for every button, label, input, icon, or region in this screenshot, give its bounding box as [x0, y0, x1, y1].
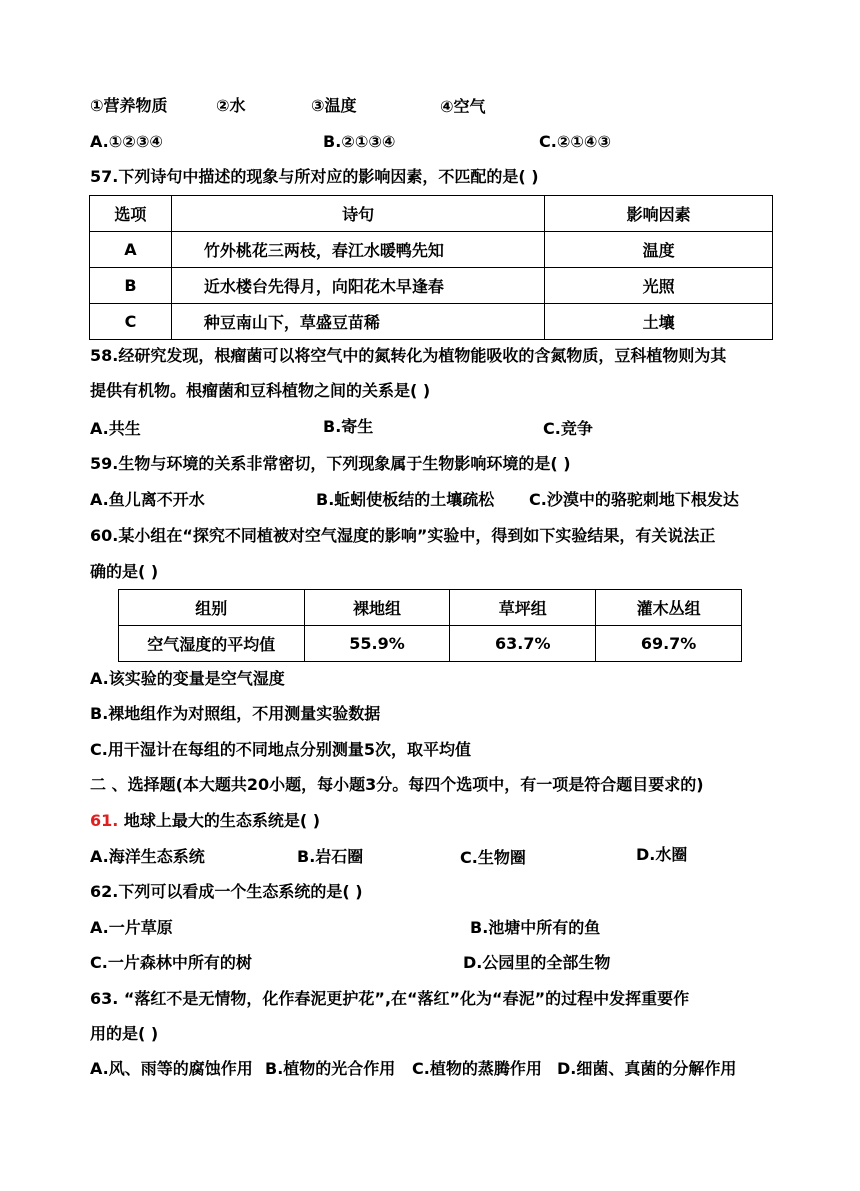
q57-table	[89, 195, 773, 340]
q62-option-c: C.一片森林中所有的树	[90, 953, 252, 972]
q56-item-2: ②水	[216, 96, 246, 115]
table-cell: 土壤	[545, 304, 773, 340]
table-cell: C	[90, 304, 172, 340]
q60-stem-line2: 确的是( )	[90, 562, 159, 581]
table-cell: 温度	[545, 232, 773, 268]
q61-option-b: B.岩石圈	[297, 847, 364, 866]
section-heading: 二 、选择题(本大题共20小题，每小题3分。每四个选项中，有一项是符合题目要求的)	[90, 775, 704, 794]
q63-option-a: A.风、雨等的腐蚀作用	[90, 1059, 253, 1078]
q63-option-c: C.植物的蒸腾作用	[412, 1059, 542, 1078]
q61-option-a: A.海洋生态系统	[90, 847, 205, 866]
q61-stem	[90, 811, 320, 831]
q56-item-3: ③温度	[311, 96, 357, 115]
table-cell: 69.7%	[596, 626, 742, 662]
q63-option-d: D.细菌、真菌的分解作用	[557, 1059, 737, 1078]
q59-stem: 59.生物与环境的关系非常密切，下列现象属于生物影响环境的是( )	[90, 454, 571, 473]
table-header: 灌木丛组	[596, 590, 742, 626]
table-cell: 63.7%	[450, 626, 596, 662]
q60-table	[118, 589, 742, 662]
table-row	[119, 590, 742, 626]
table-cell: 竹外桃花三两枝，春江水暖鸭先知	[171, 232, 544, 268]
q62-option-b: B.池塘中所有的鱼	[470, 918, 601, 937]
q63-option-b: B.植物的光合作用	[265, 1059, 396, 1078]
q60-stem-line1: 60.某小组在“探究不同植被对空气湿度的影响”实验中，得到如下实验结果，有关说法正	[90, 526, 716, 545]
q59-option-b: B.蚯蚓使板结的土壤疏松	[316, 490, 495, 509]
q62-stem: 62.下列可以看成一个生态系统的是( )	[90, 882, 363, 901]
q58-stem-line1: 58.经研究发现，根瘤菌可以将空气中的氮转化为植物能吸收的含氮物质，豆科植物则为其	[90, 346, 727, 365]
q63-stem-line2: 用的是( )	[90, 1024, 159, 1043]
table-cell: 种豆南山下，草盛豆苗稀	[171, 304, 544, 340]
q56-item-1: ①营养物质	[90, 96, 168, 115]
table-row	[90, 196, 773, 232]
table-row	[90, 232, 773, 268]
table-header: 选项	[90, 196, 172, 232]
q62-option-d: D.公园里的全部生物	[463, 953, 611, 972]
table-header: 诗句	[171, 196, 544, 232]
q56-option-b: B.②①③④	[323, 132, 396, 151]
q63-stem-line1: 63. “落红不是无情物，化作春泥更护花”,在“落红”化为“春泥”的过程中发挥重要作	[90, 989, 690, 1008]
q60-option-a: A.该实验的变量是空气湿度	[90, 669, 285, 688]
q59-option-c: C.沙漠中的骆驼刺地下根发达	[529, 490, 739, 509]
table-cell: A	[90, 232, 172, 268]
table-row	[90, 304, 773, 340]
q59-option-a: A.鱼儿离不开水	[90, 490, 205, 509]
q58-option-c: C.竞争	[543, 419, 593, 438]
table-header: 影响因素	[545, 196, 773, 232]
table-cell: 空气湿度的平均值	[119, 626, 305, 662]
q61-number: 61.	[90, 811, 119, 830]
q56-option-c: C.②①④③	[539, 132, 612, 151]
table-row	[90, 268, 773, 304]
q61-option-d: D.水圈	[636, 845, 688, 864]
q57-stem: 57.下列诗句中描述的现象与所对应的影响因素，不匹配的是( )	[90, 167, 539, 186]
table-row	[119, 626, 742, 662]
q58-option-a: A.共生	[90, 419, 141, 438]
table-cell: 光照	[545, 268, 773, 304]
q61-stem-text: 地球上最大的生态系统是( )	[118, 811, 321, 830]
table-cell: B	[90, 268, 172, 304]
table-cell: 55.9%	[304, 626, 450, 662]
q61-option-c: C.生物圈	[460, 848, 526, 867]
q58-option-b: B.寄生	[323, 417, 374, 436]
table-header: 裸地组	[304, 590, 450, 626]
q62-option-a: A.一片草原	[90, 918, 173, 937]
table-header: 草坪组	[450, 590, 596, 626]
table-cell: 近水楼台先得月，向阳花木早逢春	[171, 268, 544, 304]
q56-option-a: A.①②③④	[90, 132, 163, 151]
table-header: 组别	[119, 590, 305, 626]
q60-option-b: B.裸地组作为对照组，不用测量实验数据	[90, 704, 381, 723]
q56-item-4: ④空气	[440, 97, 486, 116]
q60-option-c: C.用干湿计在每组的不同地点分别测量5次，取平均值	[90, 740, 471, 759]
q58-stem-line2: 提供有机物。根瘤菌和豆科植物之间的关系是( )	[90, 381, 431, 400]
